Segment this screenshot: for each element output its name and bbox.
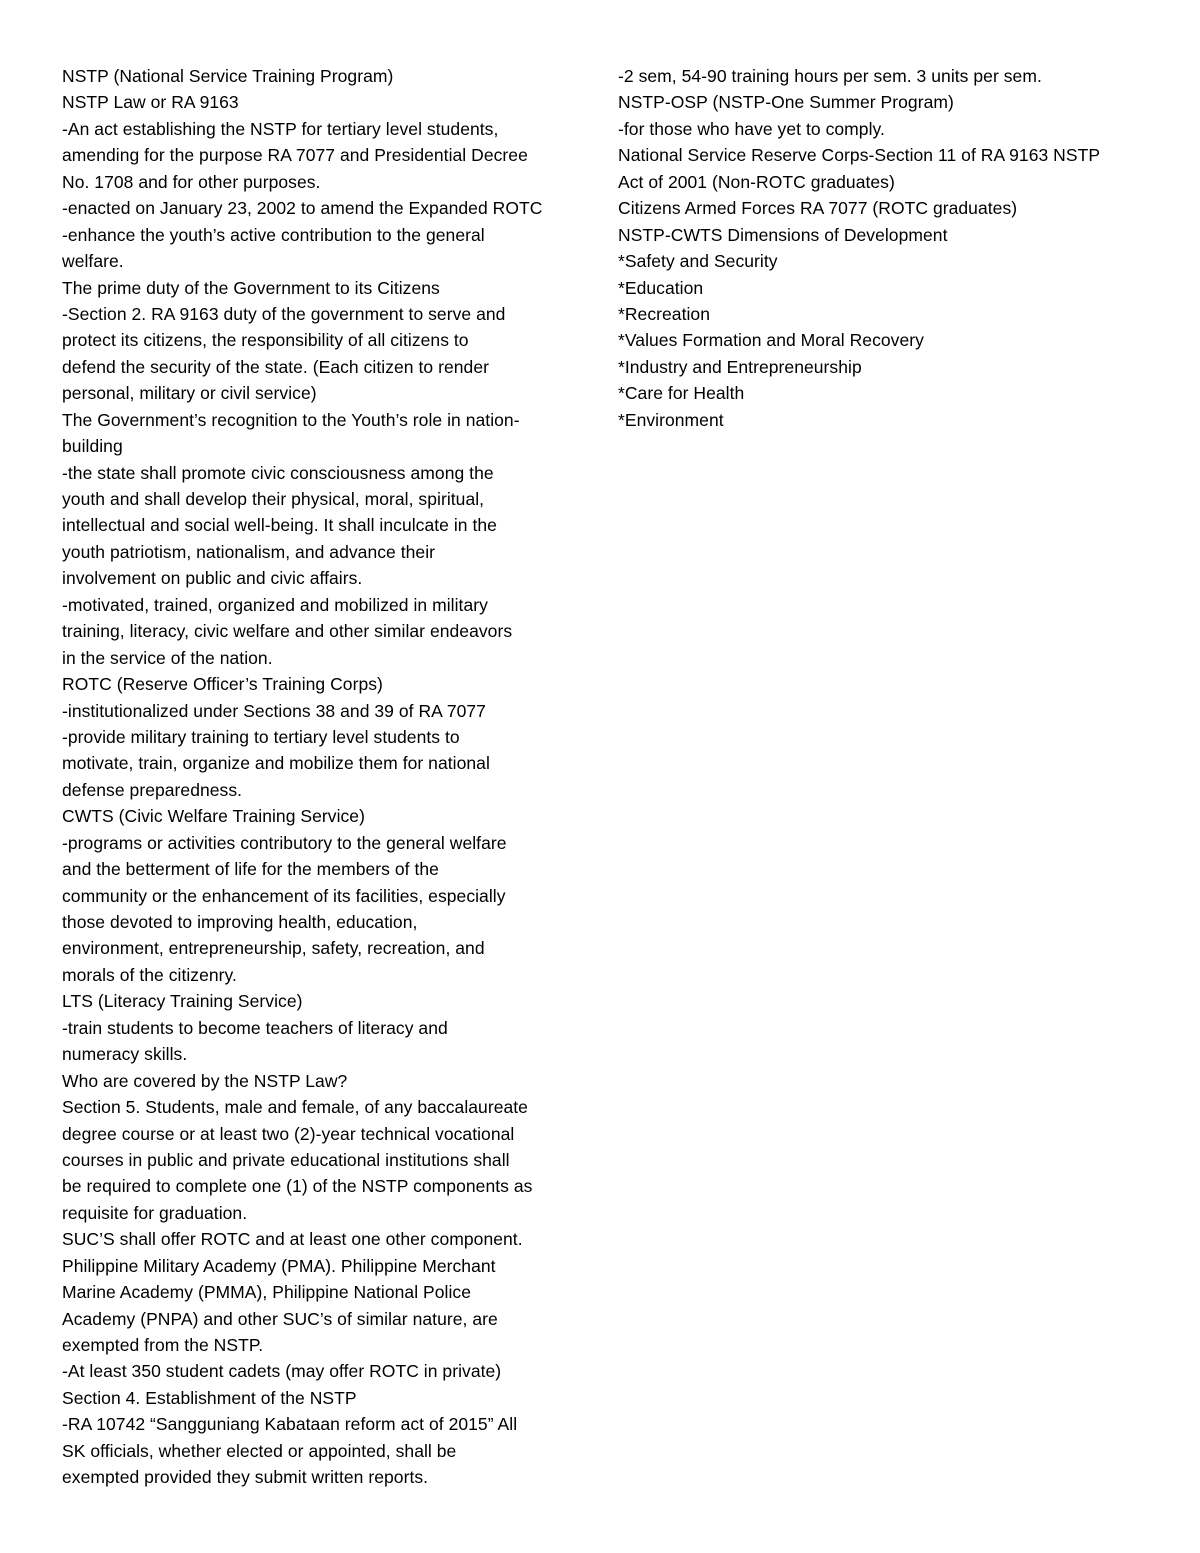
- text-line: NSTP Law or RA 9163: [62, 92, 239, 113]
- text-line: -the state shall promote civic consciousness among the: [62, 462, 494, 483]
- text-line: personal, military or civil service): [62, 383, 317, 404]
- text-line: Section 4. Establishment of the NSTP: [62, 1387, 357, 1408]
- text-line: National Service Reserve Corps-Section 11 of RA 9163 NSTP: [618, 145, 1101, 166]
- text-line: involvement on public and civic affairs.: [62, 568, 363, 589]
- text-line: exempted from the NSTP.: [62, 1335, 264, 1355]
- text-line: NSTP-CWTS Dimensions of Development: [618, 224, 948, 245]
- text-line: and the betterment of life for the members of the: [62, 859, 439, 880]
- text-line: *Education: [618, 277, 704, 298]
- text-line: The Government’s recognition to the Youth’s role in nation-: [62, 409, 520, 430]
- text-line: Marine Academy (PMMA), Philippine National Police: [62, 1282, 472, 1303]
- text-line: numeracy skills.: [62, 1044, 188, 1065]
- text-line: -for those who have yet to comply.: [618, 118, 885, 139]
- text-line: amending for the purpose RA 7077 and Presidential Decree: [62, 145, 528, 166]
- text-line: *Safety and Security: [618, 251, 778, 272]
- text-line: youth and shall develop their physical, moral, spiritual,: [62, 489, 485, 509]
- text-line: environment, entrepreneurship, safety, recreation, and: [62, 938, 485, 959]
- text-line: requisite for graduation.: [62, 1202, 248, 1223]
- text-line: -enacted on January 23, 2002 to amend the Expanded ROTC: [62, 198, 543, 219]
- text-line: courses in public and private educational institutions shall: [62, 1149, 510, 1170]
- left-column: [62, 63, 594, 1491]
- text-line: *Industry and Entrepreneurship: [618, 356, 862, 377]
- text-line: No. 1708 and for other purposes.: [62, 171, 321, 192]
- text-line: -Section 2. RA 9163 duty of the government to serve and: [62, 303, 506, 324]
- text-line: -provide military training to tertiary level students to: [62, 726, 460, 747]
- text-line: CWTS (Civic Welfare Training Service): [62, 806, 365, 827]
- text-line: Section 5. Students, male and female, of any baccalaureate: [62, 1097, 528, 1118]
- text-line: defend the security of the state. (Each citizen to render: [62, 356, 489, 377]
- text-line: SK officials, whether elected or appointed, shall be: [62, 1440, 457, 1461]
- text-line: NSTP-OSP (NSTP-One Summer Program): [618, 92, 954, 113]
- text-line: motivate, train, organize and mobilize them for national: [62, 753, 490, 774]
- text-line: defense preparedness.: [62, 779, 243, 800]
- text-line: -motivated, trained, organized and mobilized in military: [62, 594, 488, 615]
- text-line: NSTP (National Service Training Program): [62, 66, 394, 86]
- text-line: Academy (PNPA) and other SUC’s of similar nature, are: [62, 1308, 498, 1329]
- text-line: welfare.: [62, 251, 124, 272]
- text-line: protect its citizens, the responsibility of all citizens to: [62, 330, 469, 351]
- text-line: LTS (Literacy Training Service): [62, 991, 303, 1012]
- text-line: -programs or activities contributory to the general welfare: [62, 832, 507, 853]
- text-line: *Recreation: [618, 303, 710, 324]
- text-line: those devoted to improving health, education,: [62, 912, 418, 932]
- text-line: The prime duty of the Government to its Citizens: [62, 277, 440, 298]
- text-line: -train students to become teachers of literacy and: [62, 1017, 448, 1038]
- text-line: -An act establishing the NSTP for tertiary level students,: [62, 118, 499, 139]
- text-line: Citizens Armed Forces RA 7077 (ROTC graduates): [618, 198, 1018, 219]
- text-line: intellectual and social well-being. It shall inculcate in the: [62, 515, 497, 536]
- text-line: be required to complete one (1) of the NSTP components as: [62, 1176, 533, 1197]
- text-line: degree course or at least two (2)-year technical vocational: [62, 1123, 515, 1144]
- text-line: *Care for Health: [618, 383, 745, 404]
- text-line: building: [62, 436, 123, 457]
- text-line: exempted provided they submit written reports.: [62, 1467, 429, 1488]
- text-line: *Environment: [618, 409, 724, 430]
- text-line: Philippine Military Academy (PMA). Philippine Merchant: [62, 1255, 496, 1276]
- text-line: SUC’S shall offer ROTC and at least one other component.: [62, 1229, 523, 1250]
- text-line: in the service of the nation.: [62, 647, 273, 668]
- text-line: Who are covered by the NSTP Law?: [62, 1070, 348, 1091]
- text-line: Act of 2001 (Non-ROTC graduates): [618, 171, 895, 192]
- text-line: -institutionalized under Sections 38 and 39 of RA 7077: [62, 700, 486, 721]
- text-line: -2 sem, 54-90 training hours per sem. 3 units per sem.: [618, 66, 1042, 86]
- text-line: -RA 10742 “Sangguniang Kabataan reform act of 2015” All: [62, 1414, 518, 1435]
- right-column: [618, 63, 1178, 433]
- text-line: -At least 350 student cadets (may offer ROTC in private): [62, 1361, 502, 1382]
- text-line: training, literacy, civic welfare and other similar endeavors: [62, 621, 513, 642]
- text-line: community or the enhancement of its facilities, especially: [62, 885, 506, 906]
- text-line: -enhance the youth’s active contribution to the general: [62, 224, 485, 245]
- text-line: morals of the citizenry.: [62, 964, 237, 985]
- text-line: ROTC (Reserve Officer’s Training Corps): [62, 674, 383, 695]
- text-line: youth patriotism, nationalism, and advance their: [62, 541, 436, 562]
- text-line: *Values Formation and Moral Recovery: [618, 330, 924, 351]
